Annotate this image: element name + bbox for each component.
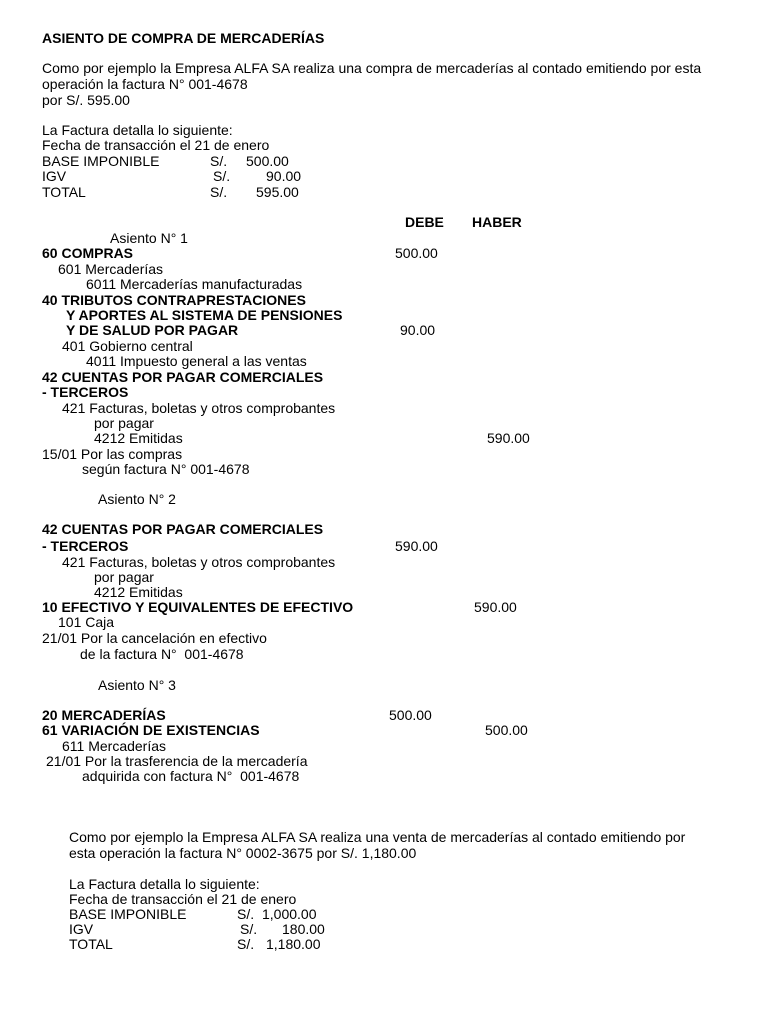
asiento-title: Asiento N° 3 <box>98 677 176 693</box>
invoice-amount: 595.00 <box>256 184 299 200</box>
account-line: 6011 Mercaderías manufacturadas <box>86 276 303 292</box>
haber-amount: 590.00 <box>487 430 530 446</box>
account-line: - TERCEROS <box>42 538 129 554</box>
intro-line: operación la factura N° 001-4678 <box>42 76 248 92</box>
account-line: 40 TRIBUTOS CONTRAPRESTACIONES <box>42 292 306 308</box>
venta-invoice-label: BASE IMPONIBLE <box>69 906 187 922</box>
gloss-line: según factura N° 001-4678 <box>82 461 250 477</box>
column-debe: DEBE <box>405 214 444 230</box>
account-line: 4011 Impuesto general a las ventas <box>86 353 307 369</box>
invoice-label: IGV <box>42 168 67 184</box>
asiento-title: Asiento N° 1 <box>110 230 188 246</box>
venta-invoice-amount: 180.00 <box>282 921 325 937</box>
venta-invoice-label: IGV <box>69 921 94 937</box>
account-line: Y APORTES AL SISTEMA DE PENSIONES <box>66 307 343 323</box>
account-line: 421 Facturas, boletas y otros comprobantes <box>62 554 336 570</box>
account-line: 4212 Emitidas <box>94 584 183 600</box>
debe-amount: 90.00 <box>400 322 436 338</box>
invoice-amount: 90.00 <box>266 168 302 184</box>
venta-invoice-label: TOTAL <box>69 936 113 952</box>
intro-line: por S/. 595.00 <box>42 92 130 108</box>
gloss-line: 15/01 Por las compras <box>42 446 183 462</box>
venta-intro-line: Como por ejemplo la Empresa ALFA SA realiza una venta de mercaderías al contado emitiendo por <box>69 829 686 845</box>
account-line: 61 VARIACIÓN DE EXISTENCIAS <box>42 722 260 738</box>
account-line: 401 Gobierno central <box>62 338 193 354</box>
account-line: por pagar <box>94 415 154 431</box>
account-line: - TERCEROS <box>42 384 129 400</box>
account-line: por pagar <box>94 569 154 585</box>
debe-amount: 500.00 <box>395 245 438 261</box>
invoice-heading: La Factura detalla lo siguiente: <box>42 122 233 138</box>
account-line: 101 Caja <box>58 614 115 630</box>
haber-amount: 500.00 <box>485 722 528 738</box>
account-line: 4212 Emitidas <box>94 430 183 446</box>
gloss-line: de la factura N° 001-4678 <box>80 646 244 662</box>
account-line: 42 CUENTAS POR PAGAR COMERCIALES <box>42 521 324 537</box>
venta-invoice-amount: 1,000.00 <box>262 906 317 922</box>
invoice-currency: S/. <box>213 168 231 184</box>
haber-amount: 590.00 <box>474 599 517 615</box>
account-line: 10 EFECTIVO Y EQUIVALENTES DE EFECTIVO <box>42 599 354 615</box>
account-line: 611 Mercaderías <box>62 738 167 754</box>
invoice-label: BASE IMPONIBLE <box>42 153 160 169</box>
invoice-currency: S/. <box>210 184 228 200</box>
gloss-line: 21/01 Por la trasferencia de la mercadería <box>46 753 308 769</box>
invoice-date: Fecha de transacción el 21 de enero <box>42 137 270 153</box>
invoice-amount: 500.00 <box>246 153 289 169</box>
intro-line: Como por ejemplo la Empresa ALFA SA realiza una compra de mercaderías al contado emitiendo por esta <box>42 60 702 76</box>
venta-invoice-heading: La Factura detalla lo siguiente: <box>69 876 260 892</box>
column-haber: HABER <box>472 214 522 230</box>
debe-amount: 590.00 <box>395 538 438 554</box>
gloss-line: adquirida con factura N° 001-4678 <box>82 768 300 784</box>
page-title: ASIENTO DE COMPRA DE MERCADERÍAS <box>42 30 325 46</box>
account-line: 421 Facturas, boletas y otros comprobantes <box>62 400 336 416</box>
account-line: Y DE SALUD POR PAGAR <box>66 322 239 338</box>
invoice-currency: S/. <box>210 153 228 169</box>
venta-invoice-currency: S/. <box>237 936 255 952</box>
debe-amount: 500.00 <box>389 707 432 723</box>
account-line: 60 COMPRAS <box>42 245 134 261</box>
account-line: 42 CUENTAS POR PAGAR COMERCIALES <box>42 369 324 385</box>
venta-invoice-amount: 1,180.00 <box>266 936 321 952</box>
account-line: 601 Mercaderías <box>58 261 164 277</box>
venta-invoice-currency: S/. <box>237 906 255 922</box>
gloss-line: 21/01 Por la cancelación en efectivo <box>42 630 267 646</box>
venta-invoice-currency: S/. <box>240 921 258 937</box>
asiento-title: Asiento N° 2 <box>98 491 176 507</box>
invoice-label: TOTAL <box>42 184 86 200</box>
venta-intro-line: esta operación la factura N° 0002-3675 por S/. 1,180.00 <box>69 845 417 861</box>
venta-invoice-date: Fecha de transacción el 21 de enero <box>69 891 297 907</box>
account-line: 20 MERCADERÍAS <box>42 707 166 723</box>
